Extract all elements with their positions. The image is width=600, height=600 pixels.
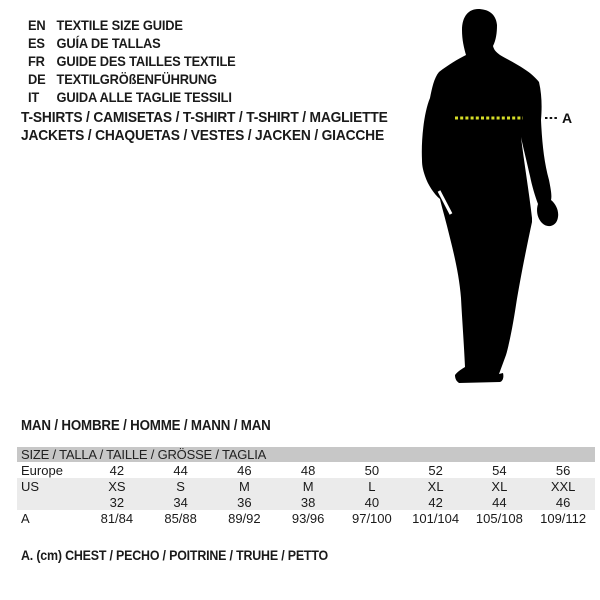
language-code: IT — [28, 89, 40, 105]
measure-label-a: A — [562, 110, 573, 126]
language-row — [28, 52, 236, 70]
garment-categories — [21, 109, 388, 144]
table-cell: 101/104 — [412, 510, 460, 526]
table-cell: 56 — [555, 462, 571, 478]
table-cell: XL — [427, 478, 444, 494]
language-code: EN — [28, 17, 46, 33]
table-cell: XL — [491, 478, 508, 494]
table-row-numeric — [17, 494, 595, 510]
table-cell: 46 — [237, 462, 252, 478]
language-label: GUIDA ALLE TAGLIE TESSILI — [56, 89, 232, 105]
size-table-header: SIZE / TALLA / TAILLE / GRÖSSE / TAGLIA — [17, 447, 595, 462]
category-line-tshirts: T-SHIRTS / CAMISETAS / T-SHIRT / T-SHIRT / MAGLIETTE — [21, 109, 388, 126]
table-cell: 52 — [428, 462, 443, 478]
table-cell: XS — [108, 478, 126, 494]
language-code: DE — [28, 71, 46, 87]
table-cell: 44 — [492, 494, 507, 510]
category-line-jackets: JACKETS / CHAQUETAS / VESTES / JACKEN / GIACCHE — [21, 126, 384, 144]
man-silhouette-figure — [390, 0, 590, 400]
language-label: GUIDE DES TAILLES TEXTILE — [56, 53, 236, 69]
table-cell: 42 — [428, 494, 443, 510]
language-row — [28, 70, 236, 88]
language-code: ES — [28, 35, 45, 51]
table-cell: 36 — [237, 494, 252, 510]
row-label: A — [21, 510, 30, 526]
table-cell: M — [238, 478, 250, 494]
table-cell: 85/88 — [164, 510, 197, 526]
table-cell: 34 — [173, 494, 188, 510]
language-label: GUÍA DE TALLAS — [56, 35, 161, 51]
table-cell: 32 — [109, 494, 125, 510]
language-guide — [28, 16, 236, 106]
table-cell: S — [176, 478, 185, 494]
table-row-us — [17, 478, 595, 494]
table-cell: 54 — [492, 462, 507, 478]
language-label: TEXTILE SIZE GUIDE — [56, 17, 183, 33]
table-cell: 40 — [364, 494, 380, 510]
table-cell: 93/96 — [291, 510, 325, 526]
table-row-europe — [17, 462, 595, 478]
table-cell: L — [368, 478, 376, 494]
language-row — [28, 16, 236, 34]
table-cell: 97/100 — [351, 510, 392, 526]
table-row-chest — [17, 510, 595, 526]
table-cell: 105/108 — [475, 510, 523, 526]
table-cell: 48 — [300, 462, 316, 478]
measurement-footnote: A. (cm) CHEST / PECHO / POITRINE / TRUHE / PETTO — [21, 548, 329, 563]
language-code: FR — [28, 53, 45, 69]
language-row — [28, 34, 236, 52]
table-cell: M — [302, 478, 314, 494]
table-cell: 38 — [300, 494, 316, 510]
table-cell: 46 — [555, 494, 571, 510]
language-label: TEXTILGRÖßENFÜHRUNG — [56, 71, 217, 87]
table-cell: 81/84 — [100, 510, 134, 526]
row-label: Europe — [21, 462, 63, 478]
table-cell: XXL — [550, 478, 576, 494]
table-cell: 50 — [364, 462, 380, 478]
table-cell: 109/112 — [540, 510, 587, 526]
section-title-man: MAN / HOMBRE / HOMME / MANN / MAN — [21, 418, 271, 434]
table-cell: 44 — [173, 462, 188, 478]
table-cell: 89/92 — [228, 510, 261, 526]
language-row — [28, 88, 236, 106]
size-table — [17, 447, 595, 526]
row-label: US — [21, 478, 40, 494]
table-cell: 42 — [109, 462, 125, 478]
